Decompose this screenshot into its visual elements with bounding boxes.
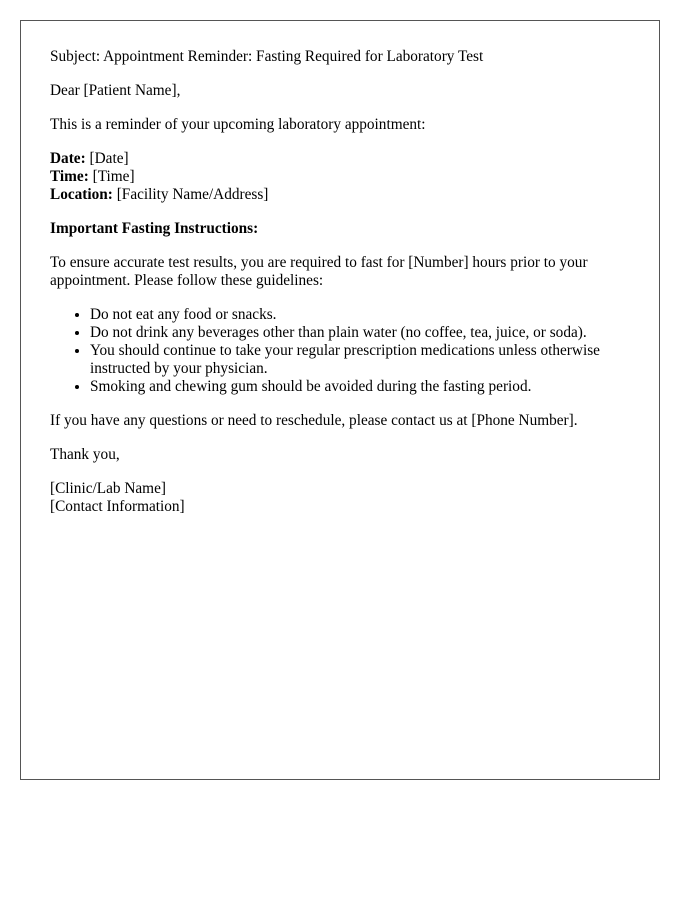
detail-time-value: [Time] [88, 168, 135, 185]
guideline-item: • Smoking and chewing gum should be avoided during the fasting period. [90, 378, 630, 396]
instructions-intro: To ensure accurate test results, you are required to fast for [Number] hours prior to your appointment. Please follow these guidelines: [50, 254, 588, 289]
detail-location-value: [Facility Name/Address] [112, 186, 269, 203]
detail-date [50, 150, 630, 168]
subject-line: Subject: Appointment Reminder: Fasting Required for Laboratory Test [50, 48, 484, 65]
guideline-item: • You should continue to take your regular prescription medications unless otherwise instructed by your physician. [90, 342, 630, 378]
intro-text: This is a reminder of your upcoming laboratory appointment: [50, 116, 426, 133]
instructions-heading: Important Fasting Instructions: [50, 220, 259, 237]
signature-block [50, 480, 630, 516]
appointment-details [50, 150, 630, 204]
contact-information: [Contact Information] [50, 498, 185, 515]
detail-location-label: Location: [50, 186, 113, 203]
guideline-item: • Do not drink any beverages other than plain water (no coffee, tea, juice, or soda). [90, 324, 630, 342]
guidelines-list [50, 306, 630, 396]
greeting: Dear [Patient Name], [50, 82, 181, 99]
detail-date-label: Date: [50, 150, 86, 167]
detail-location [50, 186, 630, 204]
contact-note: If you have any questions or need to reschedule, please contact us at [Phone Number]. [50, 412, 578, 429]
closing: Thank you, [50, 446, 120, 463]
detail-time [50, 168, 630, 186]
detail-time-label: Time: [50, 168, 89, 185]
guideline-item: • Do not eat any food or snacks. [90, 306, 630, 324]
clinic-name: [Clinic/Lab Name] [50, 480, 166, 497]
letter-page [20, 20, 660, 780]
detail-date-value: [Date] [85, 150, 129, 167]
